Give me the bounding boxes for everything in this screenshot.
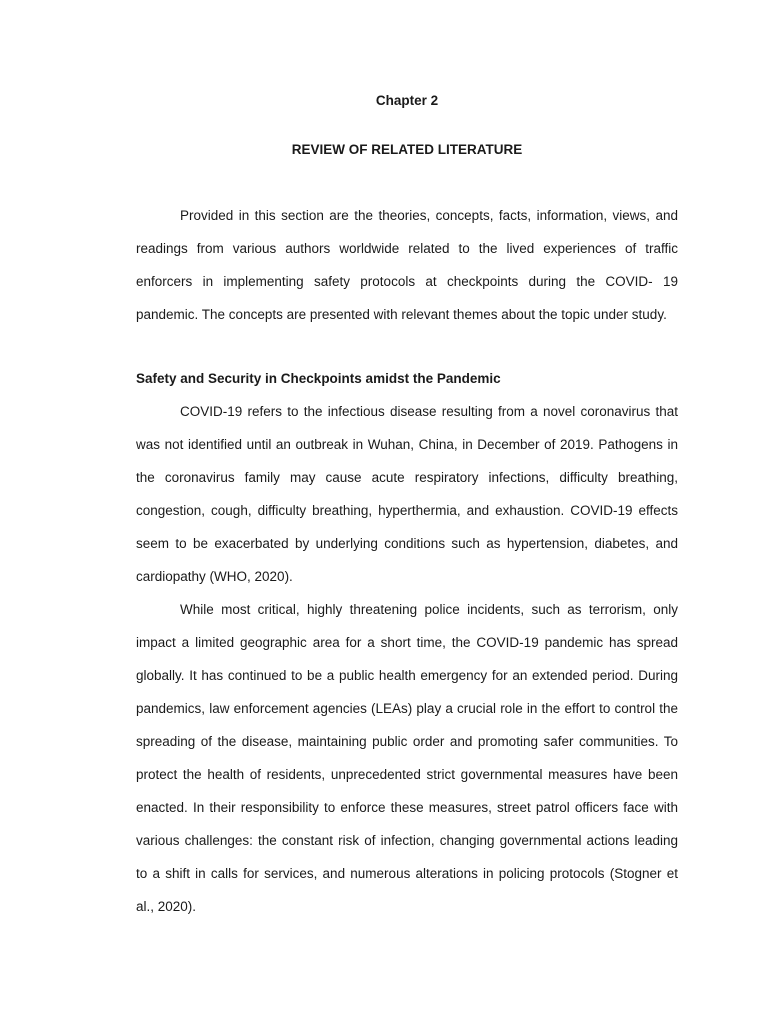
chapter-label: Chapter 2	[375, 93, 439, 108]
body-paragraph-2: While most critical, highly threatening police incidents, such as terrorism, only impact a limited geographic area for a short time, the COVID-19 pandemic has spread globally. It has continued to be a public health emergency for an extended period. During pandemics, law enforcement agencies (LEAs) play a crucial role in the effort to control the spreading of the disease, maintaining public order and promoting safer communities. To protect the health of residents, unprecedented strict governmental measures have been enacted. In their responsibility to enforce these measures, street patrol officers face with various challenges: the constant risk of infection, changing governmental actions leading to a shift in calls for services, and numerous alterations in policing protocols (Stogner et al., 2020).	[136, 602, 678, 914]
section-body	[136, 395, 678, 923]
intro-section	[136, 199, 678, 331]
body-paragraph-1: COVID-19 refers to the infectious disease resulting from a novel coronavirus that was not identified until an outbreak in Wuhan, China, in December of 2019. Pathogens in the coronavirus family may cause acute respiratory infections, difficulty breathing, congestion, cough, difficulty breathing, hyperthermia, and exhaustion. COVID-19 effects seem to be exacerbated by underlying conditions such as hypertension, diabetes, and cardiopathy (WHO, 2020).	[136, 404, 678, 584]
section-heading: Safety and Security in Checkpoints amidst the Pandemic	[136, 371, 501, 386]
chapter-title: REVIEW OF RELATED LITERATURE	[291, 142, 523, 157]
intro-paragraph: Provided in this section are the theories, concepts, facts, information, views, and readings from various authors worldwide related to the lived experiences of traffic enforcers in implementing safety protocols at checkpoints during the COVID- 19 pandemic. The concepts are presented with relevant themes about the topic under study.	[136, 208, 678, 322]
